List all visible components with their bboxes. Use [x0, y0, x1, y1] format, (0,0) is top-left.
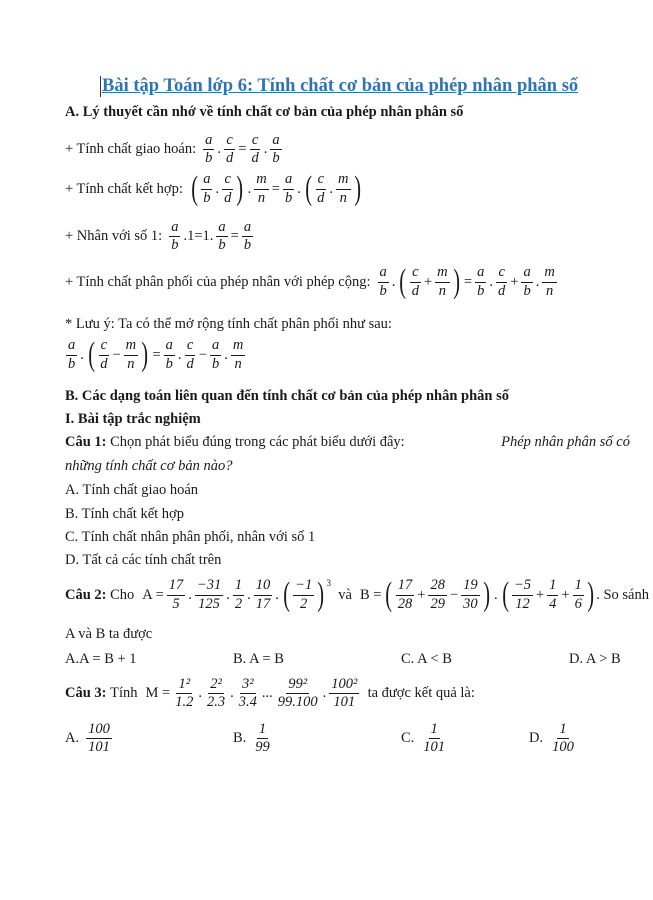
fraction [233, 578, 244, 611]
denominator: 125 [198, 595, 220, 612]
option-letter: A. [65, 730, 80, 747]
fraction [336, 172, 350, 205]
denominator: 4 [549, 595, 557, 612]
numerator: c [224, 133, 234, 150]
paren-group [281, 578, 331, 612]
denominator: d [498, 282, 506, 299]
answer-option-c[interactable] [401, 722, 529, 755]
left-paren: ( [385, 576, 393, 613]
numerator: c [185, 338, 195, 355]
question-label: Câu 2: [65, 586, 107, 603]
fraction [521, 265, 532, 298]
fraction [276, 677, 320, 710]
property-distributive [65, 265, 558, 299]
denominator: b [523, 282, 531, 299]
fraction [249, 133, 260, 166]
left-paren: ( [191, 170, 198, 207]
answer-option-b[interactable] [233, 722, 401, 755]
option-letter: D. [529, 730, 544, 747]
math-symbol: − [198, 346, 207, 363]
formula-m [144, 677, 361, 710]
numerator: c [222, 172, 232, 189]
answer-option-a[interactable]: A. Tính chất giao hoán [65, 482, 199, 498]
paren-group [500, 578, 597, 612]
q3-options [65, 722, 630, 755]
math-symbol: .1=1. [183, 228, 214, 245]
fraction [242, 220, 253, 253]
fraction [435, 265, 449, 298]
formula-b [358, 578, 596, 612]
fraction [420, 722, 448, 755]
math-symbol: . [322, 685, 327, 702]
question-italic-cont: những tính chất cơ bản nào? [65, 458, 233, 474]
paren-group [86, 338, 151, 372]
formula [377, 265, 558, 299]
question-text: Chọn phát biểu đúng trong các phát biểu dưới đây: [110, 434, 405, 450]
fraction [512, 578, 533, 611]
denominator: b [379, 282, 387, 299]
numerator: a [521, 265, 532, 282]
math-symbol: . [263, 141, 268, 158]
property-associative [65, 172, 363, 206]
denominator: b [243, 237, 252, 254]
numerator: m [336, 172, 350, 189]
denominator: 99 [255, 739, 270, 756]
fraction [66, 338, 77, 371]
fraction [253, 722, 272, 755]
answer-option-d[interactable] [529, 722, 577, 755]
math-symbol: = [152, 346, 161, 363]
property-label: + Tính chất phân phối của phép nhân với phép cộng: [65, 273, 371, 290]
denominator: n [545, 282, 554, 299]
math-symbol: = [238, 141, 247, 158]
text: . So sánh [596, 586, 649, 603]
left-paren: ( [305, 170, 312, 207]
right-paren: ) [587, 576, 594, 613]
option-letter: B. [233, 730, 247, 747]
math-symbol: . [493, 586, 498, 603]
numerator: a [210, 338, 221, 355]
paren-group [189, 172, 246, 206]
denominator: d [100, 355, 108, 372]
fraction [329, 677, 359, 710]
section-i-heading: I. Bài tập trắc nghiệm [65, 411, 201, 427]
fraction [98, 338, 109, 371]
fraction [203, 133, 214, 166]
numerator: a [475, 265, 486, 282]
fraction [549, 722, 577, 755]
denominator: b [477, 282, 485, 299]
paren-group [303, 172, 363, 206]
numerator: a [216, 220, 227, 237]
fraction [216, 220, 227, 253]
denominator: d [226, 150, 234, 167]
numerator: c [496, 265, 506, 282]
math-symbol: + [423, 273, 433, 290]
math-symbol: + [535, 586, 545, 603]
question-label: Câu 1: [65, 434, 107, 450]
denominator: d [317, 189, 325, 206]
denominator: d [186, 355, 194, 372]
property-commutative [65, 133, 283, 166]
denominator: b [218, 237, 226, 254]
answer-option-b[interactable]: B. Tính chất kết hợp [65, 506, 184, 522]
math-symbol: A = [142, 586, 164, 603]
right-paren: ) [236, 170, 244, 207]
formula [202, 133, 282, 166]
numerator: 10 [254, 578, 273, 595]
denominator: 28 [397, 595, 413, 612]
denominator: d [411, 282, 419, 299]
numerator: 1 [257, 722, 268, 739]
numerator: 100 [86, 722, 112, 739]
section-b-heading: B. Các dạng toán liên quan đến tính chất cơ bản của phép nhân phân số [65, 388, 509, 404]
fraction [124, 338, 138, 371]
numerator: −1 [293, 578, 314, 595]
numerator: m [231, 338, 245, 355]
math-symbol: = [463, 273, 473, 290]
fraction [270, 133, 281, 166]
math-symbol: ... [261, 685, 273, 702]
fraction [254, 578, 273, 611]
right-paren: ) [452, 263, 460, 300]
numerator: 1 [233, 578, 244, 595]
numerator: 1 [557, 722, 568, 739]
numerator: 1 [547, 578, 558, 595]
answer-option-d[interactable]: D. Tất cả các tính chất trên [65, 552, 222, 568]
numerator: c [410, 265, 420, 282]
math-symbol: . [489, 273, 494, 290]
option-letter: C. [401, 730, 415, 747]
fraction [195, 578, 223, 611]
denominator: b [171, 237, 179, 254]
numerator: a [203, 133, 214, 150]
math-symbol: . [198, 685, 202, 702]
denominator: 6 [574, 595, 582, 612]
denominator: b [205, 150, 213, 167]
denominator: b [203, 189, 211, 206]
denominator: b [272, 150, 280, 167]
math-symbol: . [80, 346, 84, 363]
numerator: a [169, 220, 180, 237]
answer-option-c[interactable]: C. A < B [401, 651, 452, 667]
property-identity [65, 220, 254, 253]
fraction [421, 722, 447, 755]
left-paren: ( [88, 336, 95, 373]
numerator: 1 [573, 578, 584, 595]
fraction [542, 265, 556, 298]
math-symbol: + [417, 586, 426, 603]
denominator: n [234, 355, 242, 372]
math-symbol: . [247, 586, 251, 603]
property-label: + Tính chất giao hoán: [65, 141, 197, 158]
fraction [496, 265, 507, 298]
numerator: a [201, 172, 212, 189]
property-label: + Tính chất kết hợp: [65, 180, 183, 197]
numerator: 1 [429, 722, 440, 739]
fraction [573, 578, 584, 611]
fraction [428, 578, 447, 611]
denominator: n [127, 355, 135, 372]
denominator: d [224, 189, 232, 206]
answer-option-b[interactable]: B. A = B [233, 651, 284, 667]
fraction [210, 338, 221, 371]
math-symbol: . [535, 273, 540, 290]
question-italic: Phép nhân phân số có [501, 434, 630, 450]
paren-group [383, 578, 492, 612]
fraction [173, 677, 195, 710]
answer-option-c[interactable]: C. Tính chất nhân phân phối, nhân với số 1 [65, 529, 316, 545]
property-label: + Nhân với số 1: [65, 228, 163, 245]
numerator: −31 [195, 578, 223, 595]
fraction [547, 578, 558, 611]
denominator: d [251, 150, 259, 167]
formula [189, 172, 363, 206]
question-text: A và B ta được [65, 626, 153, 642]
fraction [205, 677, 227, 710]
numerator: a [66, 338, 77, 355]
denominator: 2 [234, 595, 243, 612]
denominator: n [438, 282, 447, 299]
math-symbol: − [449, 586, 459, 603]
math-symbol: . [224, 346, 228, 363]
numerator: 3² [240, 677, 256, 694]
denominator: 17 [255, 595, 271, 612]
fraction [231, 338, 245, 371]
denominator: n [339, 189, 347, 206]
text: Tính [110, 685, 138, 702]
math-symbol: = [230, 228, 239, 245]
math-symbol: + [510, 273, 519, 290]
numerator: −5 [512, 578, 533, 595]
numerator: a [242, 220, 253, 237]
math-symbol: . [329, 180, 334, 197]
fraction [410, 265, 421, 298]
numerator: 17 [167, 578, 186, 595]
fraction [283, 172, 294, 205]
right-paren: ) [353, 170, 361, 207]
fraction [167, 578, 186, 611]
fraction [164, 338, 175, 371]
numerator: 19 [461, 578, 480, 595]
fraction [378, 265, 389, 298]
denominator: 1.2 [175, 694, 194, 711]
denominator: b [68, 355, 76, 372]
right-paren: ) [141, 336, 149, 373]
numerator: m [254, 172, 268, 189]
left-paren: ( [283, 576, 290, 613]
denominator: 5 [172, 595, 180, 612]
fraction [293, 578, 314, 611]
denominator: b [284, 189, 293, 206]
q2-options [65, 651, 630, 668]
denominator: b [211, 355, 220, 372]
answer-option-a[interactable] [65, 722, 233, 755]
numerator: a [378, 265, 389, 282]
denominator: 101 [333, 694, 356, 711]
document-title: Bài tập Toán lớp 6: Tính chất cơ bản của phép nhân phân số [102, 76, 579, 96]
math-symbol: . [391, 273, 396, 290]
numerator: m [542, 265, 556, 282]
math-symbol: . [297, 180, 301, 197]
note-formula [65, 338, 246, 372]
fraction [169, 220, 180, 253]
paren-group [397, 265, 462, 299]
denominator: 101 [88, 739, 110, 756]
answer-option-d[interactable]: D. A > B [569, 651, 621, 667]
math-symbol: . [188, 586, 192, 603]
formula-a [140, 578, 331, 612]
math-symbol: . [226, 586, 230, 603]
left-paren: ( [501, 576, 509, 613]
fraction [252, 722, 273, 755]
numerator: c [99, 338, 109, 355]
section-a-heading: A. Lý thuyết cần nhớ về tính chất cơ bản của phép nhân phân số [65, 104, 464, 120]
note-text: * Lưu ý: Ta có thể mở rộng tính chất phân phối như sau: [65, 316, 392, 332]
right-paren: ) [482, 576, 490, 613]
fraction [461, 578, 480, 611]
denominator: 29 [430, 595, 445, 612]
denominator: 99.100 [277, 694, 318, 711]
math-symbol: . [217, 141, 222, 158]
numerator: c [316, 172, 326, 189]
fraction [550, 722, 576, 755]
fraction [185, 338, 196, 371]
denominator: 100 [552, 739, 574, 756]
math-symbol: B = [359, 586, 382, 603]
numerator: m [124, 338, 138, 355]
fraction [201, 172, 212, 205]
fraction [254, 172, 268, 205]
question-2 [65, 578, 649, 612]
math-symbol: . [275, 586, 279, 603]
fraction [237, 677, 259, 710]
question-label: Câu 3: [65, 685, 107, 702]
formula [168, 220, 254, 253]
fraction [224, 133, 235, 166]
fraction [315, 172, 326, 205]
fraction [85, 722, 113, 755]
numerator: 1² [176, 677, 192, 694]
denominator: n [257, 189, 266, 206]
math-symbol: . [230, 685, 234, 702]
question-1 [65, 434, 630, 451]
numerator: m [435, 265, 449, 282]
numerator: 17 [396, 578, 415, 595]
right-paren: ) [317, 576, 325, 613]
math-symbol: . [215, 180, 220, 197]
numerator: 28 [428, 578, 447, 595]
left-paren: ( [399, 263, 407, 300]
fraction [222, 172, 233, 205]
denominator: 12 [515, 595, 530, 612]
text: Cho [110, 586, 135, 603]
math-symbol: − [112, 346, 121, 363]
fraction [86, 722, 112, 755]
numerator: 99² [286, 677, 309, 694]
math-symbol: M = [145, 685, 171, 702]
denominator: 2 [300, 595, 308, 612]
fraction [475, 265, 486, 298]
text: ta được kết quả là: [367, 685, 475, 702]
math-symbol: . [247, 180, 252, 197]
text: và [338, 586, 352, 603]
denominator: 101 [423, 739, 446, 756]
numerator: 2² [208, 677, 224, 694]
numerator: c [250, 133, 260, 150]
numerator: 100² [329, 677, 359, 694]
denominator: b [165, 355, 173, 372]
fraction [396, 578, 415, 611]
denominator: 3.4 [238, 694, 257, 711]
question-3 [65, 677, 475, 710]
denominator: 2.3 [206, 694, 226, 711]
exponent: 3 [326, 578, 332, 588]
answer-option-a[interactable]: A.A = B + 1 [65, 651, 137, 667]
math-symbol: . [177, 346, 182, 363]
numerator: a [270, 133, 281, 150]
denominator: 30 [463, 595, 478, 612]
numerator: a [283, 172, 294, 189]
math-symbol: + [561, 586, 570, 603]
numerator: a [164, 338, 175, 355]
math-symbol: = [271, 180, 280, 197]
